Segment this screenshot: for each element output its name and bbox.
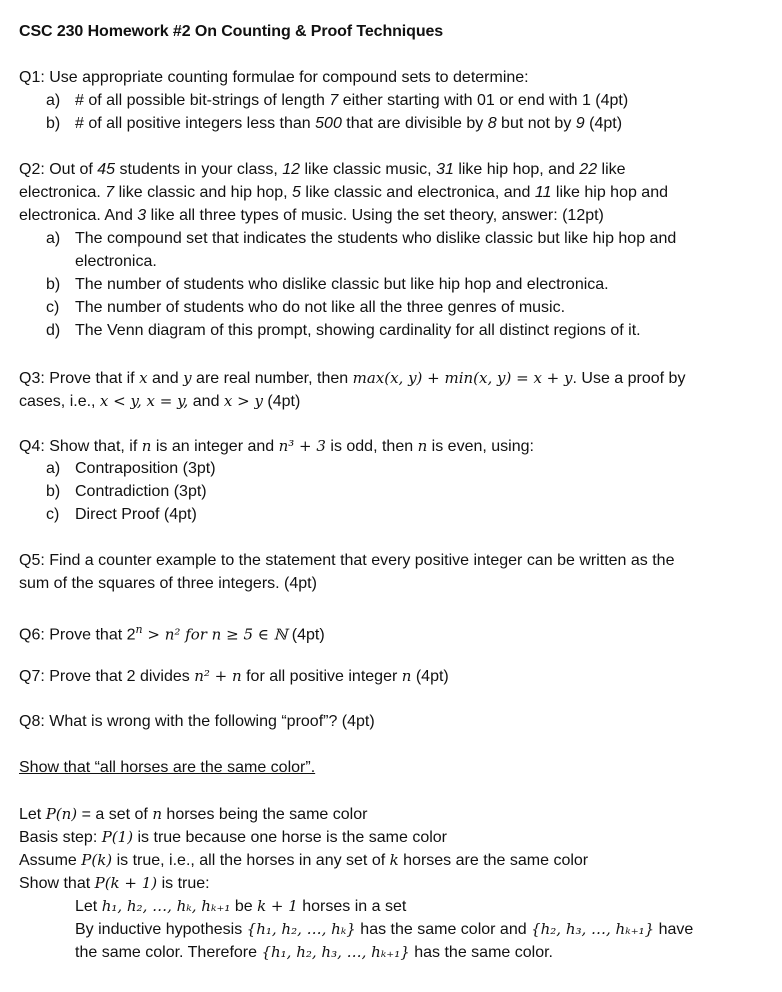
proof-line-6	[75, 919, 693, 940]
item-label: b)	[46, 276, 61, 293]
math: h₁, h₂, …, hₖ, hₖ₊₁	[101, 897, 231, 915]
text: and	[188, 393, 224, 410]
text: either starting with 01 or end with 1 (4pt)	[338, 92, 629, 109]
q2-item-d	[46, 321, 641, 341]
text: for all positive integer	[241, 668, 402, 685]
q4-item-c	[46, 505, 197, 525]
text: like hip hop, and	[453, 161, 580, 178]
text: (4pt)	[584, 115, 623, 132]
number: 7	[329, 92, 339, 109]
text: like classic and electronica, and	[300, 184, 535, 201]
text: like classic music,	[300, 161, 437, 178]
number: 5	[292, 184, 301, 201]
text: cases, i.e.,	[19, 393, 100, 410]
math: P(k + 1)	[94, 874, 158, 892]
text: like hip hop and	[551, 184, 668, 201]
math: > n² for n ≥ 5 ∈ ℕ	[142, 625, 288, 644]
text: horses being the same color	[161, 806, 368, 823]
text: is odd, then	[325, 438, 418, 455]
math: n	[141, 437, 152, 455]
math: {h₁, h₂, h₃, …, hₖ₊₁}	[261, 943, 410, 961]
text: has the same color and	[355, 921, 532, 938]
math: n³ + 3	[278, 437, 326, 455]
math: k + 1	[257, 897, 298, 915]
text: is true, i.e., all the horses in any set of	[112, 852, 390, 869]
text: Q7: Prove that 2 divides	[19, 668, 195, 685]
number: 8	[487, 115, 497, 132]
page-title: CSC 230 Homework #2 On Counting & Proof Techniques	[19, 23, 444, 40]
text: (4pt)	[262, 393, 301, 410]
number: 7	[105, 184, 115, 201]
math: n	[135, 623, 143, 636]
math: {h₁, h₂, …, hₖ}	[246, 920, 356, 938]
proof-line-4	[19, 873, 210, 894]
text: Q6: Prove that 2	[19, 626, 136, 644]
item-label: b)	[46, 483, 61, 500]
q6-line	[19, 620, 325, 645]
text: Show that	[19, 875, 95, 892]
number: 12	[282, 161, 301, 178]
q1-intro: Q1: Use appropriate counting formulae for compound sets to determine:	[19, 69, 529, 86]
math: x < y, x = y,	[99, 392, 189, 410]
math: y	[183, 369, 192, 387]
q2-item-a	[46, 229, 676, 249]
text: has the same color.	[409, 944, 553, 961]
text: have	[654, 921, 694, 938]
item-label: a)	[46, 92, 61, 109]
text: . Use a proof by	[572, 370, 686, 387]
q2-line-1	[19, 160, 626, 180]
text: The number of students who do not like all the three genres of music.	[75, 299, 566, 316]
q2-item-c	[46, 298, 565, 318]
text: and	[147, 370, 184, 387]
text: students in your class,	[115, 161, 283, 178]
text: electronica. And	[19, 207, 138, 224]
q8-claim-heading: Show that “all horses are the same color”.	[19, 759, 316, 776]
text: Let	[19, 806, 46, 823]
text: Contraposition (3pt)	[75, 460, 216, 477]
proof-line-1	[19, 804, 367, 825]
text: The number of students who dislike classic but like hip hop and electronica.	[75, 276, 609, 293]
text: but not by	[496, 115, 576, 132]
math: k	[389, 851, 399, 869]
text: # of all possible bit-strings of length	[75, 92, 330, 109]
math: n	[417, 437, 428, 455]
proof-line-5	[75, 896, 406, 917]
text: Let	[75, 898, 102, 915]
text: horses are the same color	[398, 852, 589, 869]
q2-item-a-cont: electronica.	[75, 253, 157, 270]
text: Q4: Show that, if	[19, 438, 142, 455]
item-label: b)	[46, 115, 61, 132]
text: By inductive hypothesis	[75, 921, 247, 938]
text: Direct Proof (4pt)	[75, 506, 197, 523]
q4-item-b	[46, 482, 207, 502]
math: n	[401, 667, 412, 685]
number: 3	[137, 207, 147, 224]
text: like	[597, 161, 626, 178]
q1-item-b	[46, 114, 622, 134]
text: (4pt)	[411, 668, 449, 685]
number: 31	[436, 161, 454, 178]
item-label: c)	[46, 506, 60, 523]
number: 22	[579, 161, 598, 178]
text: electronica.	[19, 184, 106, 201]
q3-line-2	[19, 391, 300, 412]
math: P(1)	[101, 828, 134, 846]
item-label: a)	[46, 460, 61, 477]
q4-item-a	[46, 459, 216, 479]
q5-line-2: sum of the squares of three integers. (4pt)	[19, 575, 317, 592]
proof-line-2	[19, 827, 447, 848]
text: be	[230, 898, 258, 915]
math: P(n)	[45, 805, 78, 823]
math: max(x, y) + min(x, y) = x + y	[352, 369, 573, 387]
q3-line-1	[19, 368, 685, 389]
number: 11	[534, 184, 552, 201]
text: is true because one horse is the same color	[133, 829, 447, 846]
text: horses in a set	[297, 898, 407, 915]
number: 9	[575, 115, 585, 132]
text: that are divisible by	[341, 115, 488, 132]
text: Contradiction (3pt)	[75, 483, 207, 500]
text: like all three types of music. Using the set theory, answer: (12pt)	[146, 207, 604, 224]
math: x > y	[223, 392, 263, 410]
item-label: c)	[46, 299, 60, 316]
text: The compound set that indicates the students who dislike classic but like hip hop and	[75, 230, 677, 247]
q2-item-b	[46, 275, 609, 295]
q1-item-a	[46, 91, 628, 111]
q2-line-2	[19, 183, 668, 203]
item-label: d)	[46, 322, 61, 339]
text: is even, using:	[427, 438, 534, 455]
math: n² + n	[194, 667, 242, 685]
math: {h₂, h₃, …, hₖ₊₁}	[531, 920, 655, 938]
text: (4pt)	[287, 626, 325, 644]
q8-question: Q8: What is wrong with the following “proof”? (4pt)	[19, 713, 375, 730]
number: 500	[315, 115, 342, 132]
text: Q2: Out of	[19, 161, 98, 178]
text: are real number, then	[191, 370, 353, 387]
text: like classic and hip hop,	[114, 184, 293, 201]
text: Q3: Prove that if	[19, 370, 140, 387]
proof-line-3	[19, 850, 588, 871]
text: The Venn diagram of this prompt, showing cardinality for all distinct regions of it.	[75, 322, 641, 339]
text: Assume	[19, 852, 82, 869]
proof-line-7	[75, 942, 553, 963]
text: = a set of	[77, 806, 153, 823]
text: # of all positive integers less than	[75, 115, 316, 132]
q7-line	[19, 666, 449, 687]
q4-intro	[19, 436, 534, 457]
text: Basis step:	[19, 829, 102, 846]
text: is an integer and	[151, 438, 279, 455]
number: 45	[97, 161, 116, 178]
q2-line-3	[19, 206, 604, 226]
q5-line-1: Q5: Find a counter example to the statement that every positive integer can be written as the	[19, 552, 675, 569]
math: n	[152, 805, 162, 823]
math: x	[139, 369, 148, 387]
text: is true:	[157, 875, 210, 892]
math: P(k)	[81, 851, 113, 869]
text: the same color. Therefore	[75, 944, 262, 961]
item-label: a)	[46, 230, 61, 247]
